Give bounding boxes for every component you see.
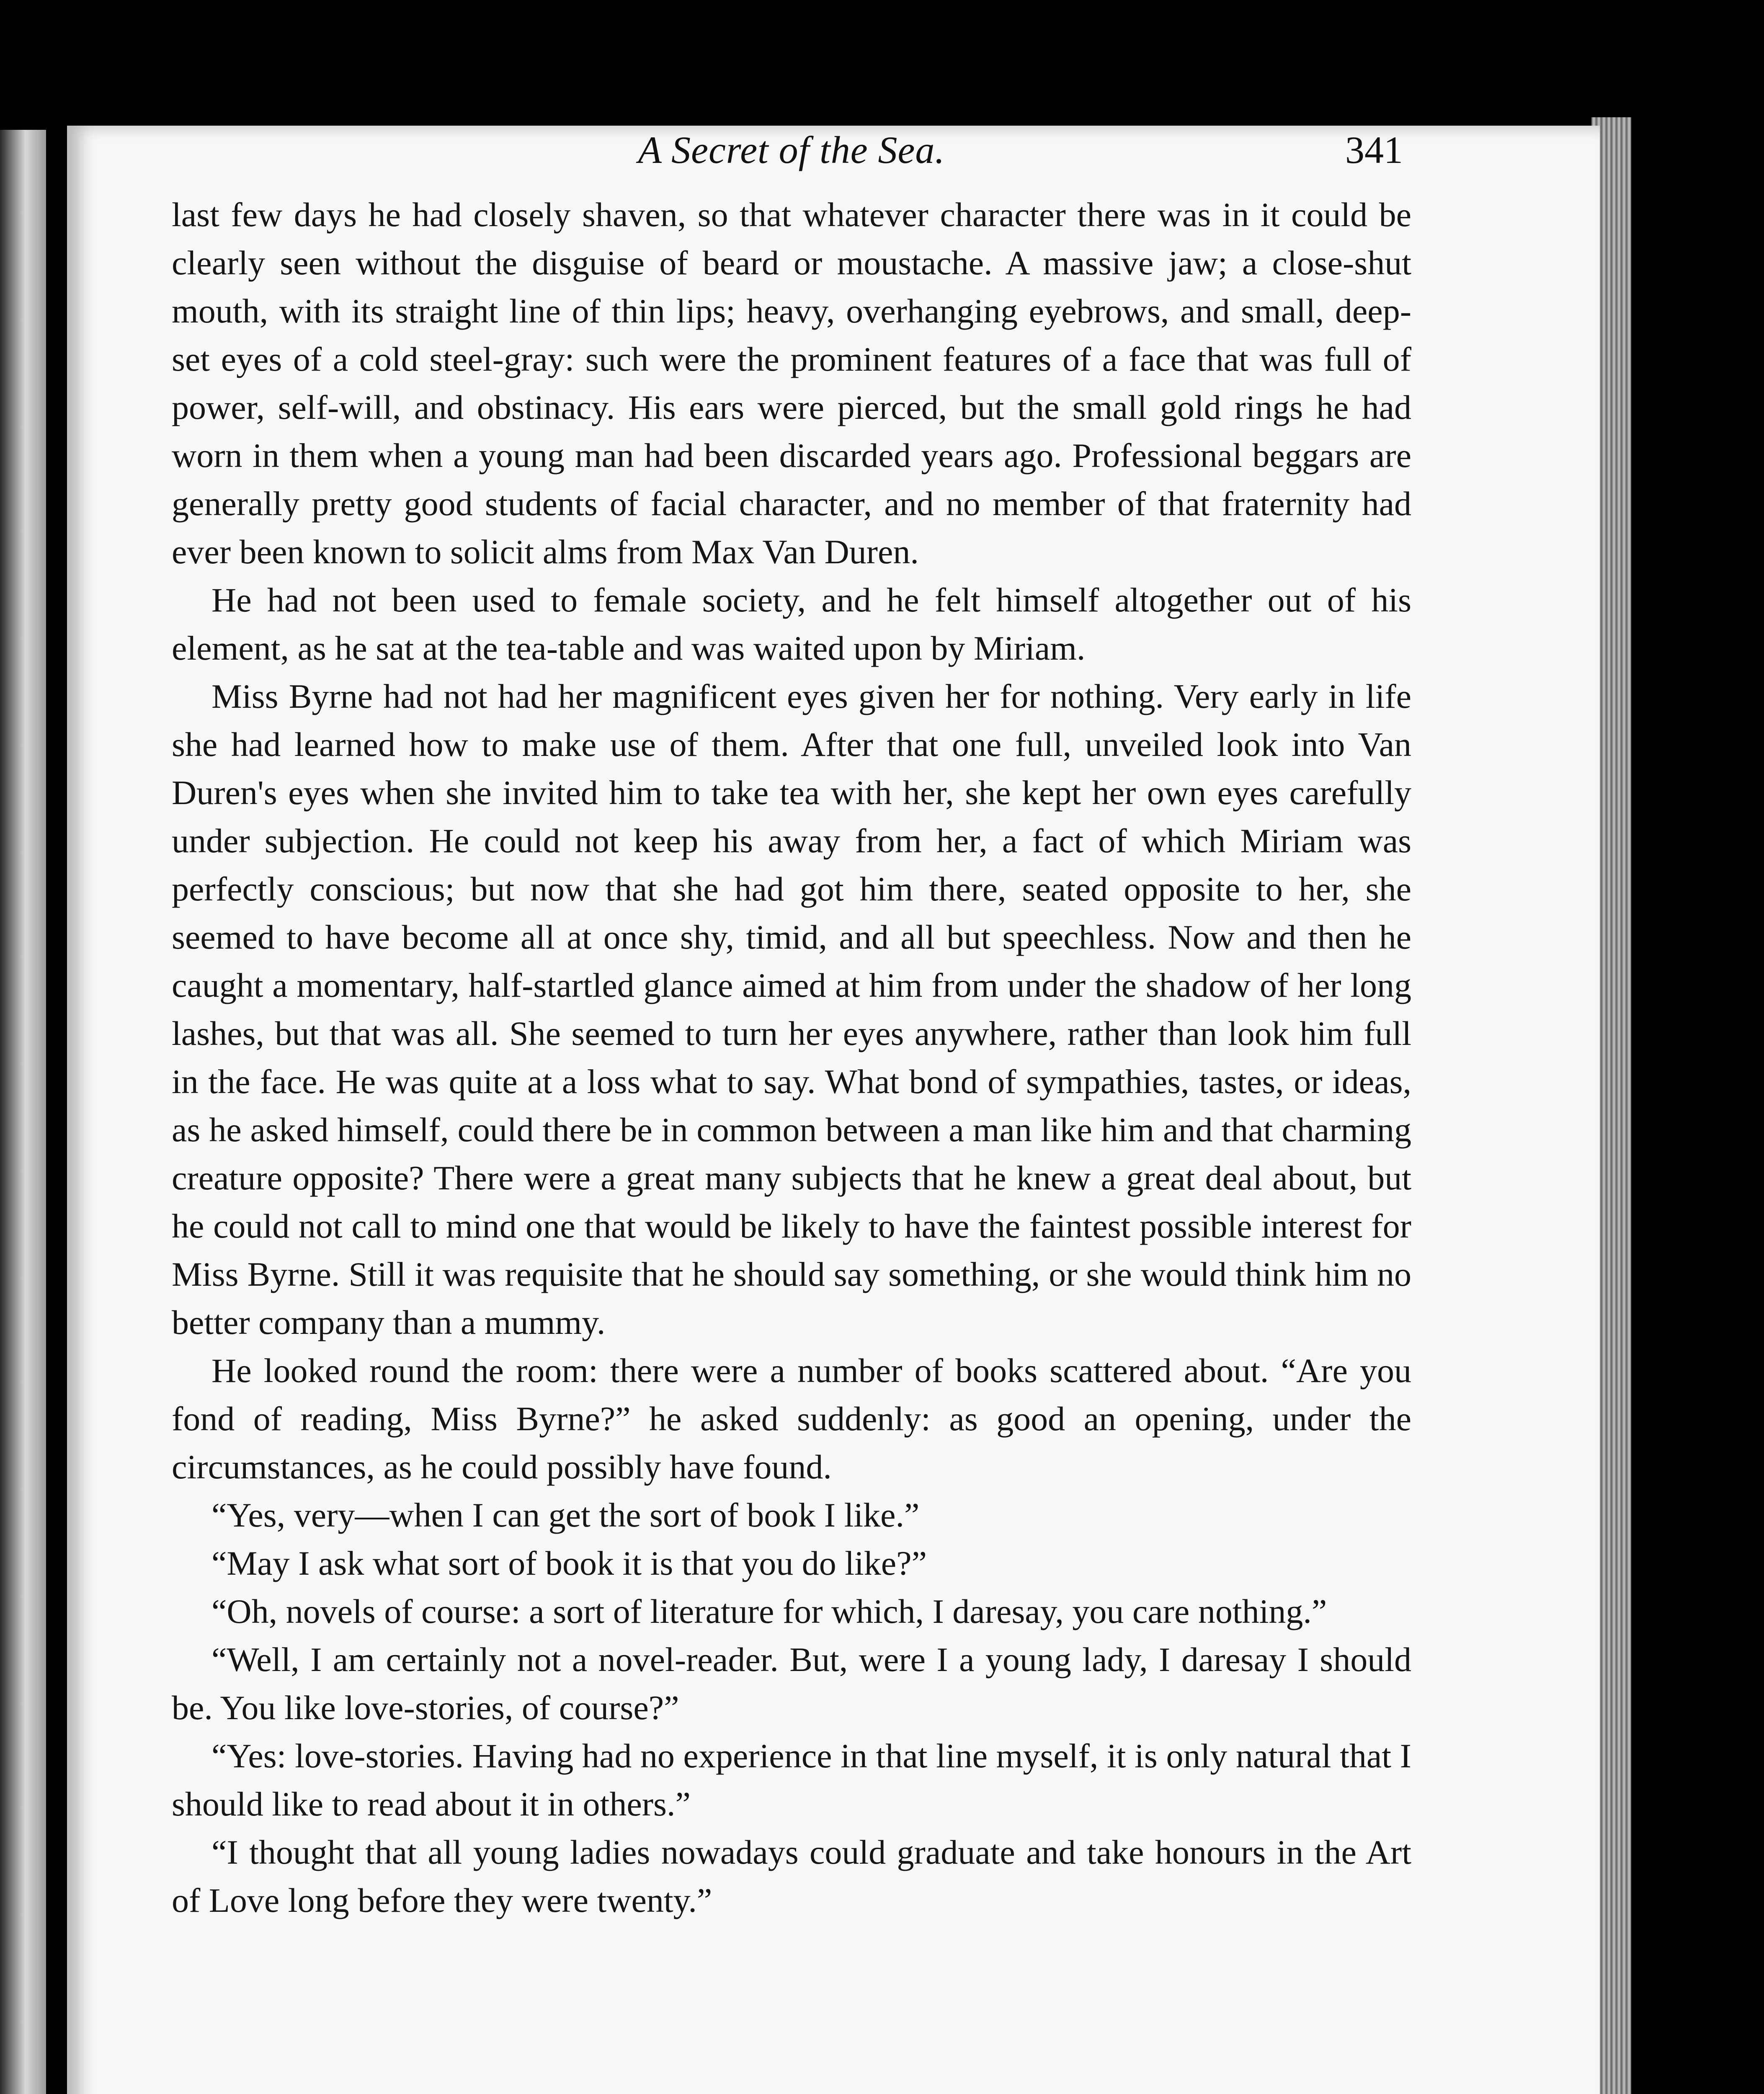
paragraph-2: He had not been used to female society, and he felt himself altogether out of his element, as he sat at the tea-table and was waited upon by Miriam.: [172, 581, 1411, 667]
paragraph-1: last few days he had closely shaven, so that whatever character there was in it could be clearly seen without the disguise of beard or moustache. A massive jaw; a close-shut mouth, with its straight line of thin lips; heavy, overhanging eyebrows, and small, deep-set eyes of a cold steel-gray: such were the prominent features of a face that was full of power, self-will, and obstinacy. His ears were pierced, but the small gold rings he had worn in them when a young man had been discarded years ago. Professional beggars are generally pretty good students of facial character, and no member of that fraternity had ever been known to solicit alms from Max Van Duren.: [172, 196, 1411, 571]
paragraph-8: “Well, I am certainly not a novel-reader. But, were I a young lady, I daresay I should be. You like love-stories, of course?”: [172, 1640, 1411, 1727]
page-number: 341: [1345, 129, 1403, 171]
paragraph-5: “Yes, very—when I can get the sort of book I like.”: [211, 1496, 920, 1534]
paragraph-4: He looked round the room: there were a number of books scattered about. “Are you fond of reading, Miss Byrne?” he asked suddenly: as good an opening, under the circumstances, as he could possibly have found.: [172, 1351, 1411, 1486]
left-page-edge: [0, 130, 46, 2094]
running-head: [184, 128, 1403, 191]
paragraph-6: “May I ask what sort of book it is that you do like?”: [211, 1544, 927, 1582]
paragraph-10: “I thought that all young ladies nowadays could graduate and take honours in the Art of Love long before they were twenty.”: [172, 1833, 1411, 1919]
paragraph-7: “Oh, novels of course: a sort of literature for which, I daresay, you care nothing.”: [211, 1592, 1327, 1630]
text-body: [172, 191, 1411, 1924]
paragraph-9: “Yes: love-stories. Having had no experience in that line myself, it is only natural that I should like to read about it in others.”: [172, 1737, 1411, 1823]
running-title: A Secret of the Sea.: [638, 129, 945, 171]
paragraph-3: Miss Byrne had not had her magnificent eyes given her for nothing. Very early in life she had learned how to make use of them. After that one full, unveiled look into Van Duren's eyes when she invited him to take tea with her, she kept her own eyes carefully under subjection. He could not keep his away from her, a fact of which Miriam was perfectly conscious; but now that she had got him there, seated opposite to her, she seemed to have become all at once shy, timid, and all but speechless. Now and then he caught a momentary, half-startled glance aimed at him from under the shadow of her long lashes, but that was all. She seemed to turn her eyes anywhere, rather than look him full in the face. He was quite at a loss what to say. What bond of sympathies, tastes, or ideas, as he asked himself, could there be in common between a man like him and that charming creature opposite? There were a great many subjects that he knew a great deal about, but he could not call to mind one that would be likely to have the faintest possible interest for Miss Byrne. Still it was requisite that he should say something, or she would think him no better company than a mummy.: [172, 677, 1411, 1341]
